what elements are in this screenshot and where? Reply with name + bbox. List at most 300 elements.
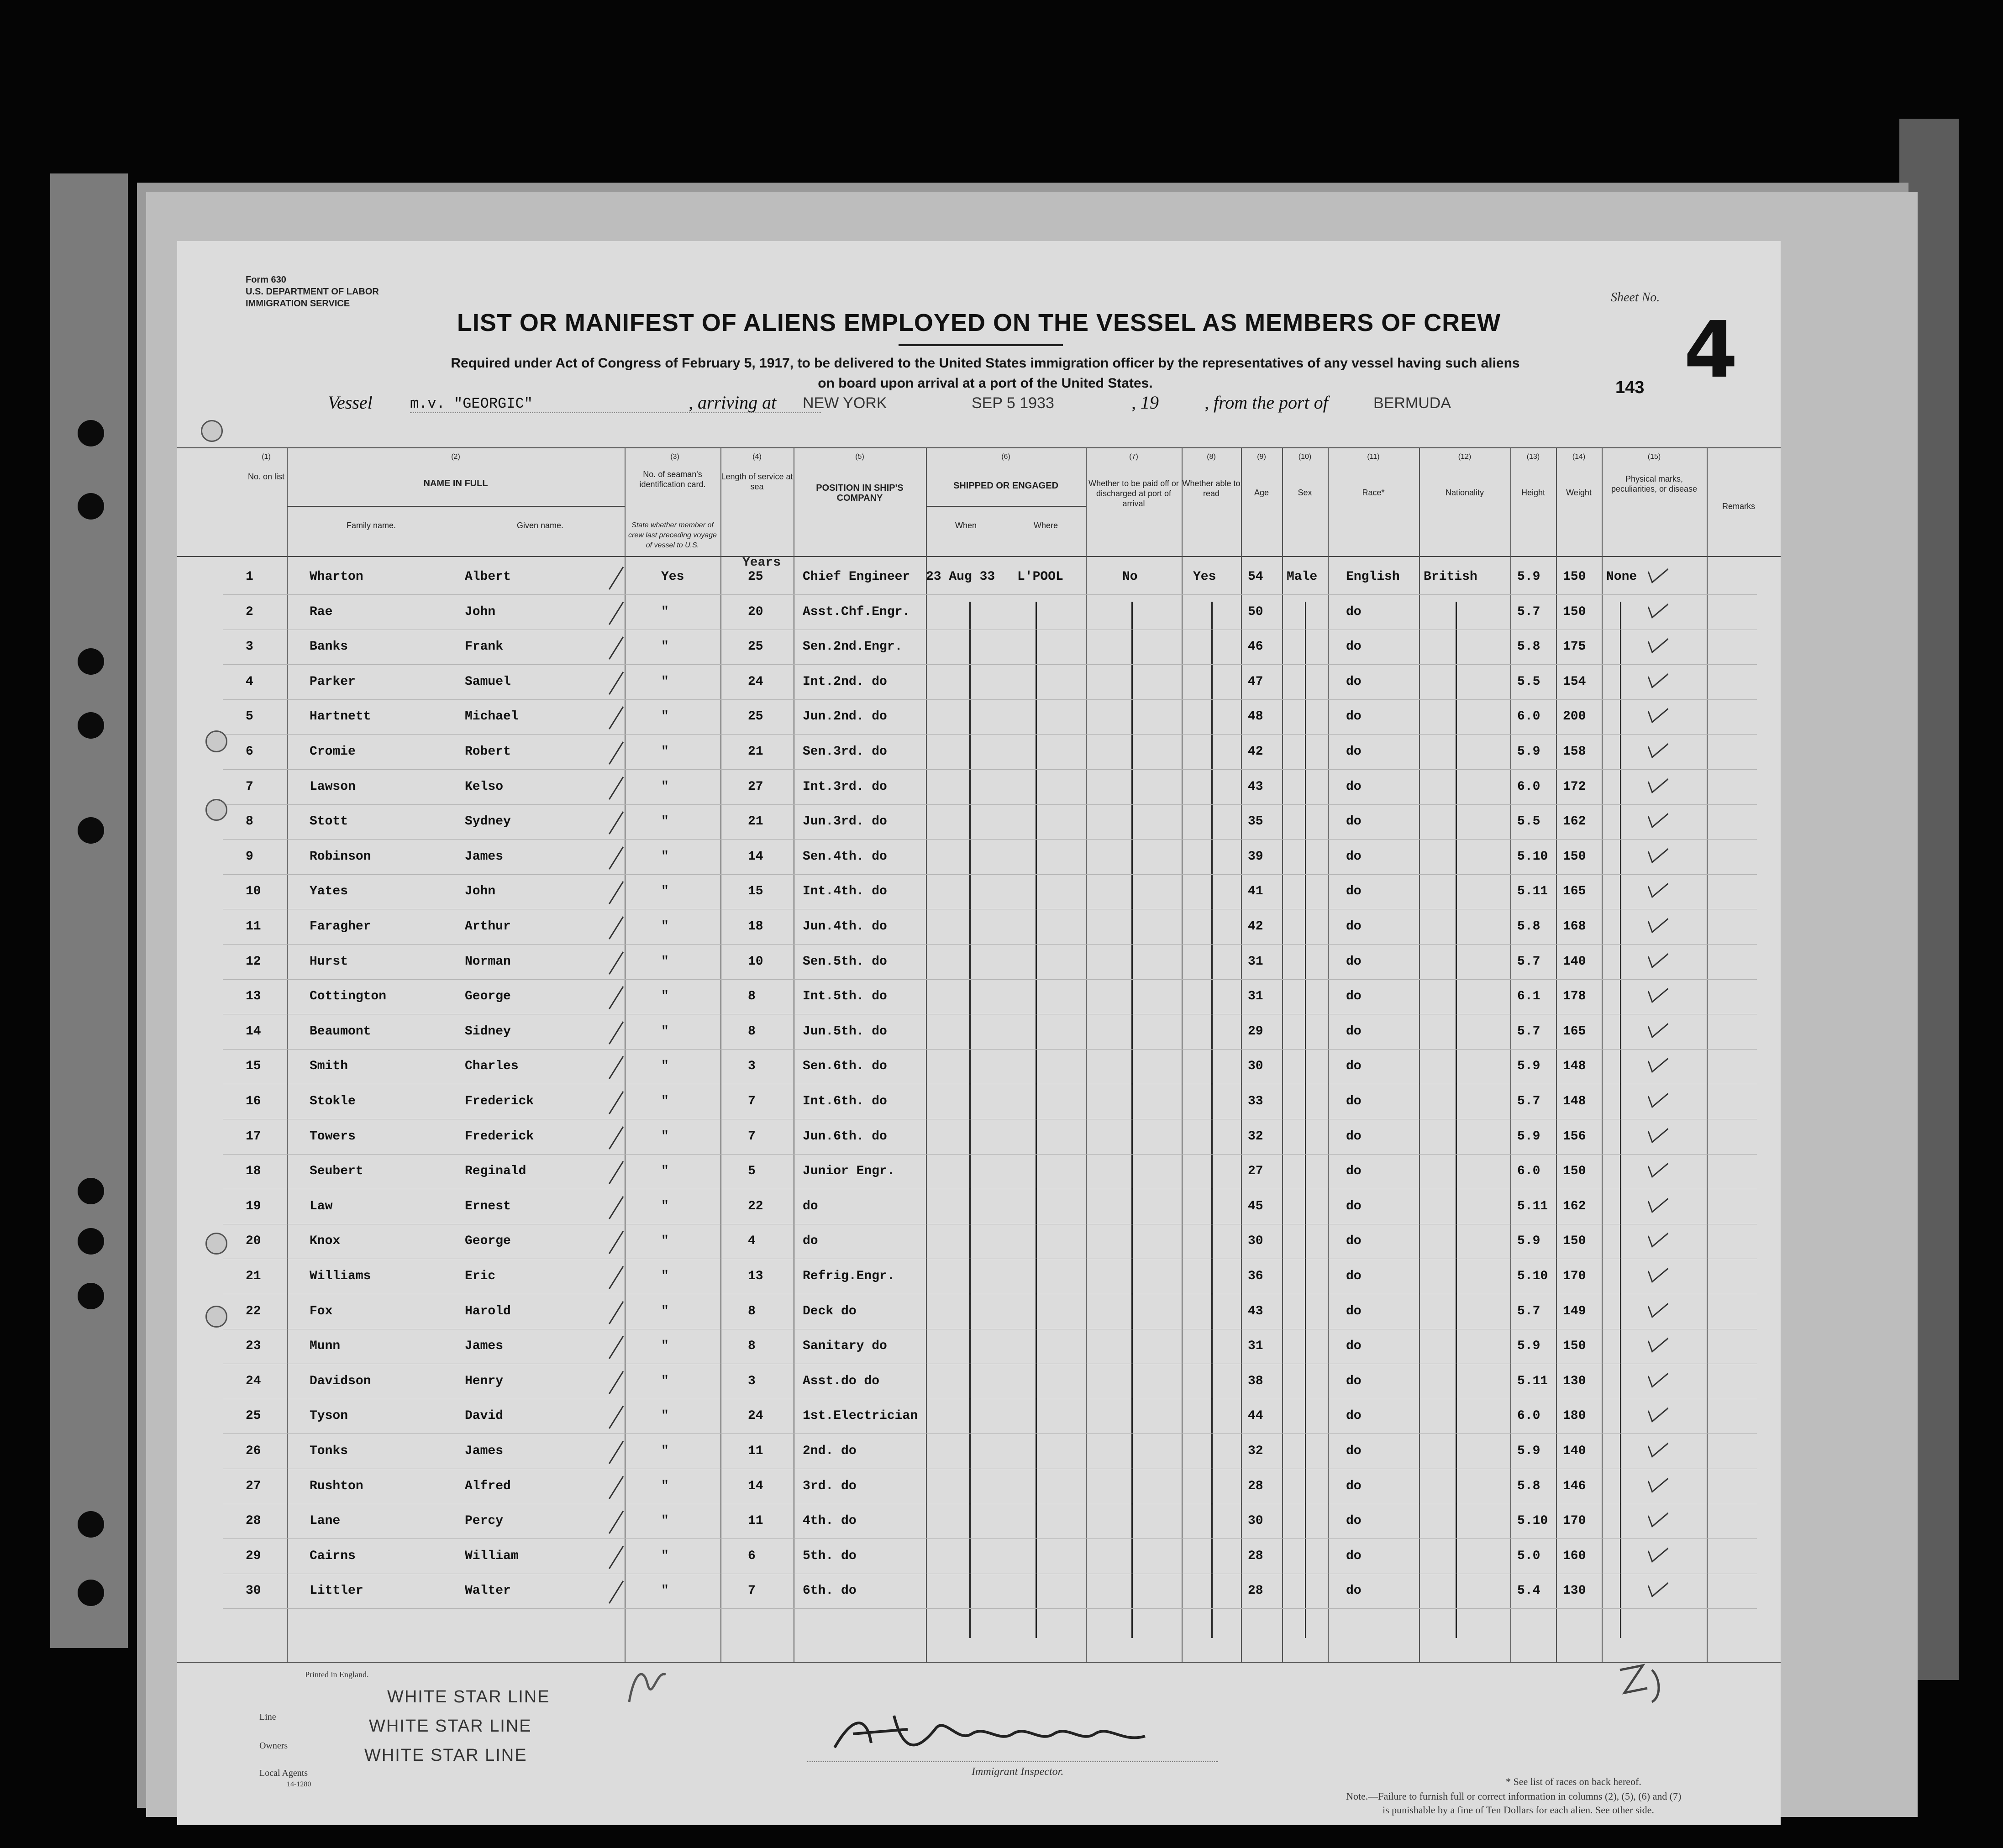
height: 5.8 [1517,1479,1540,1493]
id-card: " [661,1199,669,1213]
penalty-note: is punishable by a fine of Ten Dollars for each alien. See other side. [1383,1804,1654,1816]
family-name: Knox [310,1234,341,1249]
given-name: Eric [465,1269,496,1283]
service-length: 21 [748,745,763,759]
height: 5.11 [1517,1374,1548,1388]
row-number: 14 [246,1024,261,1039]
sex: Male [1287,570,1318,584]
age: 31 [1248,1339,1263,1354]
check-mark [1648,698,1668,723]
row-rule [223,839,1757,840]
check-mark [1648,873,1668,898]
tick-mark [609,881,625,905]
tick-mark [609,1196,625,1220]
punch-hole [78,1580,104,1606]
tick-mark [609,1091,625,1115]
row-number: 26 [246,1444,261,1458]
id-card: " [661,954,669,969]
family-name: Littler [310,1584,363,1598]
id-card: " [661,1514,669,1528]
race: do [1346,814,1362,829]
col-number: (13) [1526,453,1540,461]
family-name: Parker [310,674,356,689]
from-port: BERMUDA [1373,394,1451,412]
header-name-in-full: NAME IN FULL [423,478,488,488]
handwritten-mark [615,1656,679,1711]
subtitle [369,353,1602,394]
age: 30 [1248,1059,1263,1074]
age: 33 [1248,1094,1263,1108]
row-number: 4 [246,674,253,689]
vessel-name: m.v. "GEORGIC" [410,395,821,413]
position: Sen.4th. do [803,849,887,864]
service-length: 20 [748,604,763,619]
row-number: 20 [246,1234,261,1249]
service-length: 27 [748,779,763,794]
col-number: (4) [752,453,762,461]
given-name: George [465,989,511,1004]
id-card: " [661,604,669,619]
table-row [177,1260,1781,1295]
race: do [1346,1304,1362,1318]
name-subheader-rule [287,506,625,507]
height: 5.4 [1517,1584,1540,1598]
row-number: 24 [246,1374,261,1388]
position: Asst.do do [803,1374,880,1388]
position: 1st.Electrician [803,1409,918,1423]
check-mark [1648,803,1668,828]
position: Jun.2nd. do [803,709,887,724]
height: 5.8 [1517,640,1540,654]
header-remarks: Remarks [1722,502,1755,511]
age: 39 [1248,849,1263,864]
arriving-label: , arriving at [689,392,777,413]
table-row [177,1120,1781,1155]
age: 35 [1248,814,1263,829]
position: Jun.6th. do [803,1129,887,1144]
header-family-name: Family name. [346,521,396,530]
given-name: Albert [465,570,511,584]
check-mark [1648,1292,1668,1318]
header-no-on-list: No. on list [247,472,285,481]
race: do [1346,1409,1362,1423]
row-rule [223,944,1757,945]
row-number: 29 [246,1549,261,1563]
tick-mark [609,1231,625,1255]
row-number: 30 [246,1584,261,1598]
given-name: John [465,604,496,619]
able-read: Yes [1193,570,1216,584]
service-length: 11 [748,1514,763,1528]
col-number: (5) [855,453,864,461]
position: 2nd. do [803,1444,857,1458]
row-number: 28 [246,1514,261,1528]
row-rule [223,1608,1757,1609]
row-number: 18 [246,1164,261,1179]
row-number: 11 [246,919,261,934]
id-card: " [661,709,669,724]
weight: 150 [1563,604,1586,619]
id-card: " [661,814,669,829]
id-card: " [661,779,669,794]
row-rule [223,804,1757,805]
table-row [177,840,1781,875]
id-card: " [661,674,669,689]
race: do [1346,1444,1362,1458]
id-card: " [661,884,669,899]
family-name: Tonks [310,1444,348,1458]
table-row [177,630,1781,665]
row-number: 23 [246,1339,261,1354]
family-name: Rae [310,604,333,619]
id-card: " [661,1584,669,1598]
race: do [1346,1374,1362,1388]
family-name: Stott [310,814,348,829]
header-physical: Physical marks, peculiarities, or disease [1611,474,1698,493]
id-card: " [661,1304,669,1318]
service-length: 25 [748,640,763,654]
table-row [177,875,1781,910]
table-row [177,561,1781,595]
age: 38 [1248,1374,1263,1388]
tick-mark [609,916,625,940]
age: 50 [1248,604,1263,619]
service-length: 24 [748,1409,763,1423]
table-row [177,1400,1781,1434]
row-rule [223,874,1757,875]
row-number: 12 [246,954,261,969]
col-number: (2) [451,453,460,461]
service-length: 18 [748,919,763,934]
service-length: 7 [748,1129,756,1144]
race: do [1346,849,1362,864]
weight: 165 [1563,1024,1586,1039]
position: Sen.5th. do [803,954,887,969]
tick-mark [609,1476,625,1500]
check-mark [1648,1433,1668,1458]
height: 5.8 [1517,919,1540,934]
row-number: 5 [246,709,253,724]
row-rule [223,1433,1757,1434]
vessel-label: Vessel [328,392,373,413]
printed-in: Printed in England. [305,1670,369,1679]
from-label: , from the port of [1204,392,1328,413]
check-mark [1648,628,1668,653]
age: 47 [1248,674,1263,689]
check-mark [1648,1258,1668,1283]
id-card: " [661,745,669,759]
age: 44 [1248,1409,1263,1423]
height: 6.0 [1517,1409,1540,1423]
id-card: " [661,1409,669,1423]
punch-hole [78,1283,104,1309]
check-mark [1648,908,1668,933]
service-length: 25 [748,570,763,584]
id-card: " [661,1269,669,1283]
given-name: George [465,1234,511,1249]
tick-mark [609,777,625,800]
check-mark [1648,943,1668,968]
table-row [177,1085,1781,1120]
department-name: U.S. DEPARTMENT OF LABOR [246,287,379,297]
tick-mark [609,1511,625,1534]
service-length: 7 [748,1094,756,1108]
check-mark [1648,1328,1668,1353]
family-name: Tyson [310,1409,348,1423]
row-number: 13 [246,989,261,1004]
header-weight: Weight [1566,488,1592,497]
weight: 148 [1563,1094,1586,1108]
given-name: Kelso [465,779,504,794]
table-bottom-rule [177,1662,1781,1663]
row-rule [223,734,1757,735]
table-row [177,1435,1781,1470]
id-card: " [661,1339,669,1354]
given-name: Sydney [465,814,511,829]
race: do [1346,779,1362,794]
row-number: 8 [246,814,253,829]
position: 4th. do [803,1514,857,1528]
title-divider [899,344,1063,346]
col-number: (1) [262,453,271,461]
position: do [803,1234,818,1249]
header-where: Where [1033,521,1058,530]
binder-tab-left [50,173,128,1648]
col-number: (11) [1367,453,1380,461]
table-header-rule [177,556,1781,557]
height: 5.9 [1517,570,1540,584]
punch-hole [205,730,227,752]
family-name: Rushton [310,1479,363,1493]
tick-mark [609,1161,625,1185]
weight: 160 [1563,1549,1586,1563]
given-name: James [465,1339,504,1354]
row-rule [223,1049,1757,1050]
signature-line [807,1761,1218,1762]
table-row [177,1050,1781,1085]
row-number: 3 [246,640,253,654]
row-number: 6 [246,745,253,759]
header-when: When [955,521,977,530]
check-mark [1648,593,1668,618]
check-mark [1648,978,1668,1003]
subtitle-line: on board upon arrival at a port of the United States. [818,376,1153,391]
row-rule [223,699,1757,700]
weight: 146 [1563,1479,1586,1493]
weight: 148 [1563,1059,1586,1074]
family-name: Hurst [310,954,348,969]
position: Asst.Chf.Engr. [803,604,910,619]
position: Sen.6th. do [803,1059,887,1074]
position: Refrig.Engr. [803,1269,895,1283]
family-name: Fox [310,1304,333,1318]
family-name: Lawson [310,779,356,794]
table-row [177,666,1781,700]
given-name: Ernest [465,1199,511,1213]
age: 28 [1248,1479,1263,1493]
service-length: 24 [748,674,763,689]
weight: 154 [1563,674,1586,689]
family-name: Hartnett [310,709,371,724]
weight: 150 [1563,1164,1586,1179]
arriving-port: NEW YORK [803,394,887,412]
punch-hole [78,648,104,675]
position: Sen.3rd. do [803,745,887,759]
table-row [177,1155,1781,1190]
service-length: 11 [748,1444,763,1458]
col-number: (3) [670,453,679,461]
header-age: Age [1254,488,1269,497]
check-mark [1648,1397,1668,1423]
punch-hole [78,1511,104,1538]
service-length: 8 [748,1024,756,1039]
family-name: Beaumont [310,1024,371,1039]
race: do [1346,1339,1362,1354]
sheet-label: Sheet No. [1611,290,1660,304]
tick-mark [609,1336,625,1360]
height: 5.5 [1517,814,1540,829]
tick-mark [609,1371,625,1395]
id-card: " [661,1444,669,1458]
height: 5.10 [1517,1269,1548,1283]
race: do [1346,674,1362,689]
service-length: 14 [748,849,763,864]
position: Int.2nd. do [803,674,887,689]
height: 5.7 [1517,604,1540,619]
col-number: (14) [1572,453,1586,461]
row-number: 17 [246,1129,261,1144]
year-label: , 19 [1131,392,1159,413]
tick-mark [609,951,625,975]
id-card: " [661,1374,669,1388]
position: Int.6th. do [803,1094,887,1108]
punch-hole [205,799,227,821]
family-name: Towers [310,1129,356,1144]
given-name: Sidney [465,1024,511,1039]
weight: 168 [1563,919,1586,934]
race: do [1346,1024,1362,1039]
id-card: " [661,989,669,1004]
weight: 172 [1563,779,1586,794]
table-row [177,910,1781,945]
row-number: 9 [246,849,253,864]
height: 5.5 [1517,674,1540,689]
family-name: Banks [310,640,348,654]
race: do [1346,1094,1362,1108]
check-mark [1648,1572,1668,1597]
header-id-card-note: State whether member of crew last preceding voyage of vessel to U.S. [628,521,717,549]
tick-mark [609,672,625,695]
table-row [177,1470,1781,1505]
height: 6.0 [1517,709,1540,724]
family-name: Munn [310,1339,341,1354]
given-name: Frank [465,640,504,654]
tick-mark [609,1301,625,1325]
race: do [1346,954,1362,969]
id-card: Yes [661,570,684,584]
header-given-name: Given name. [516,521,564,530]
row-rule [223,664,1757,665]
height: 5.9 [1517,1059,1540,1074]
position: Int.3rd. do [803,779,887,794]
line-stamp: WHITE STAR LINE [387,1687,550,1706]
id-card: " [661,849,669,864]
position: Chief Engineer [803,570,910,584]
check-mark [1648,1013,1668,1038]
tick-mark [609,1266,625,1290]
check-mark [1648,1538,1668,1563]
height: 5.7 [1517,954,1540,969]
weight: 170 [1563,1269,1586,1283]
age: 28 [1248,1549,1263,1563]
height: 5.9 [1517,1234,1540,1249]
col-number: (8) [1207,453,1216,461]
tick-mark [609,602,625,625]
service-length: 10 [748,954,763,969]
check-mark [1648,663,1668,688]
punch-hole [78,817,104,844]
table-row [177,1540,1781,1575]
family-name: Davidson [310,1374,371,1388]
row-number: 10 [246,884,261,899]
position: Junior Engr. [803,1164,895,1179]
subtitle-line: Required under Act of Congress of February 5, 1917, to be delivered to the United States immigration officer by the representatives of any vessel having such aliens [451,356,1520,371]
family-name: Faragher [310,919,371,934]
tick-mark [609,1406,625,1429]
weight: 178 [1563,989,1586,1004]
row-number: 16 [246,1094,261,1108]
table-row [177,700,1781,735]
header-able-read: Whether able to read [1182,479,1241,498]
given-name: Walter [465,1584,511,1598]
table-top-rule [177,447,1781,448]
tick-mark [609,1056,625,1080]
table-row [177,1505,1781,1539]
race: do [1346,1584,1362,1598]
paid-off: No [1122,570,1138,584]
position: Jun.3rd. do [803,814,887,829]
given-name: William [465,1549,519,1563]
height: 5.9 [1517,1129,1540,1144]
age: 32 [1248,1444,1263,1458]
agents-stamp: WHITE STAR LINE [364,1746,527,1765]
age: 28 [1248,1584,1263,1598]
form-code: 14-1280 [287,1780,311,1788]
tick-mark [609,986,625,1010]
punch-hole [78,493,104,520]
race: do [1346,1234,1362,1249]
service-length: 6 [748,1549,756,1563]
service-length: 14 [748,1479,763,1493]
penalty-note: Note.—Failure to furnish full or correct information in columns (2), (5), (6) and (7) [1346,1790,1682,1802]
service-length: 8 [748,1304,756,1318]
id-card: " [661,1024,669,1039]
row-rule [223,1154,1757,1155]
service-length: 22 [748,1199,763,1213]
weight: 180 [1563,1409,1586,1423]
age: 30 [1248,1234,1263,1249]
given-name: Norman [465,954,511,969]
races-note: * See list of races on back hereof. [1506,1776,1641,1787]
given-name: Henry [465,1374,504,1388]
service-name: IMMIGRATION SERVICE [246,299,350,309]
family-name: Wharton [310,570,363,584]
age: 42 [1248,745,1263,759]
check-mark [1648,768,1668,793]
page-title: LIST OR MANIFEST OF ALIENS EMPLOYED ON THE VESSEL AS MEMBERS OF CREW [457,309,1501,336]
family-name: Law [310,1199,333,1213]
race: do [1346,1199,1362,1213]
